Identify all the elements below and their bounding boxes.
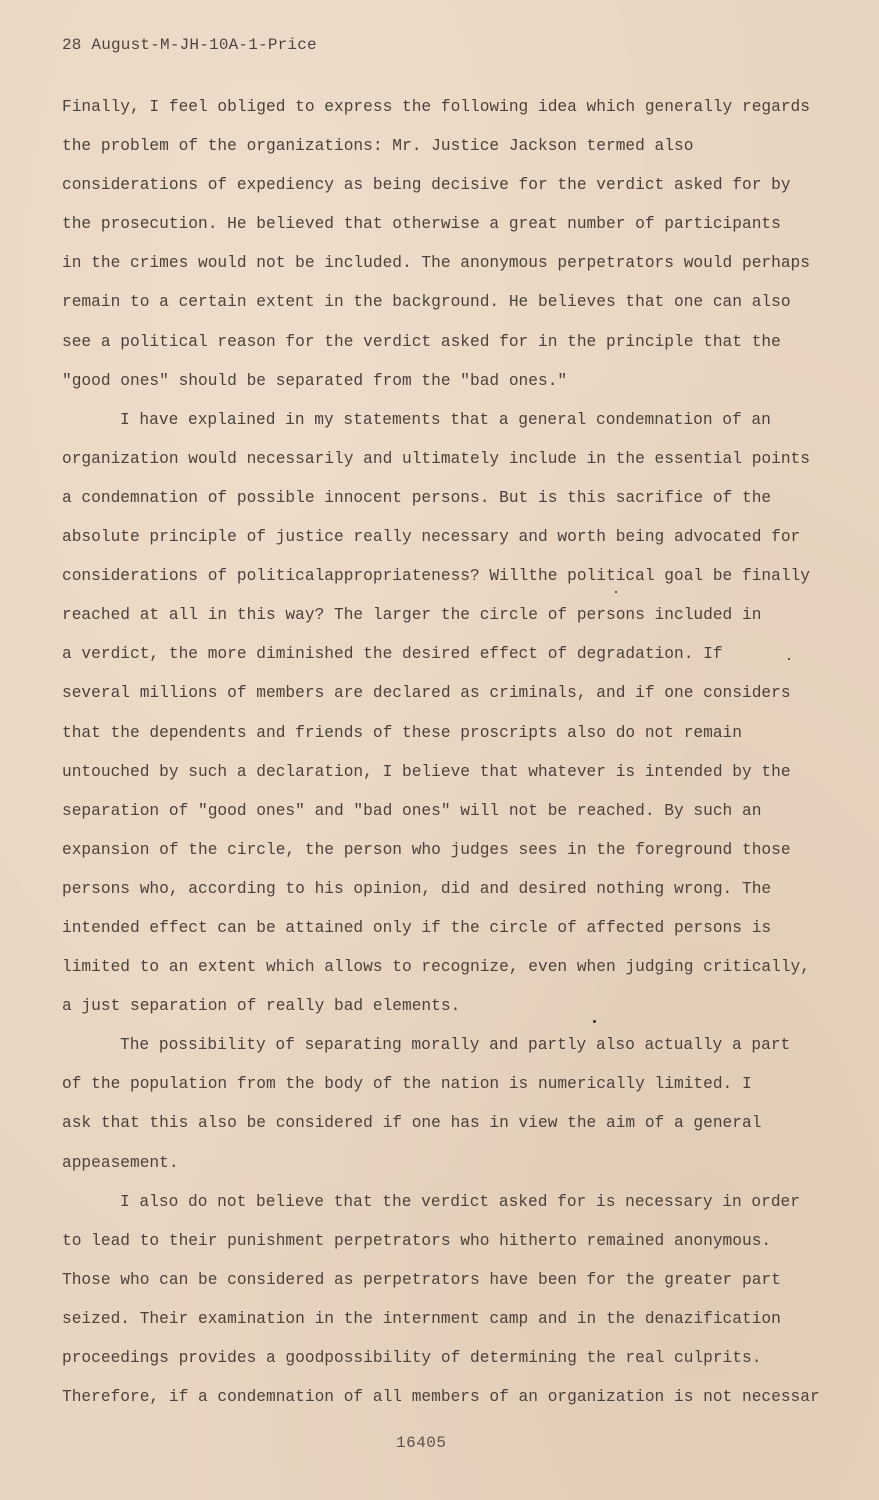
text-line: seized. Their examination in the internment camp and in the denazification: [62, 1309, 781, 1328]
body-text: [62, 94, 842, 1423]
text-line: intended effect can be attained only if the circle of affected persons is: [62, 918, 772, 937]
text-line: considerations of politicalappropriateness? Willthe political goal be finally: [62, 567, 810, 586]
paper-speck: [615, 591, 617, 593]
page-number: 16405: [396, 1434, 447, 1452]
text-line: separation of "good ones" and "bad ones" will not be reached. By such an: [62, 801, 762, 820]
text-line: ask that this also be considered if one has in view the aim of a general: [62, 1114, 762, 1133]
text-line: "good ones" should be separated from the "bad ones.": [62, 371, 568, 390]
text-line: that the dependents and friends of these proscripts also do not remain: [62, 723, 742, 742]
text-line: to lead to their punishment perpetrators who hitherto remained anonymous.: [62, 1231, 772, 1250]
text-line: absolute principle of justice really necessary and worth being advocated for: [62, 528, 801, 547]
text-line: Therefore, if a condemnation of all members of an organization is not necessar: [62, 1388, 820, 1407]
text-line: Finally, I feel obliged to express the following idea which generally regards: [62, 98, 810, 116]
text-line: remain to a certain extent in the background. He believes that one can also: [62, 293, 791, 312]
text-line: a verdict, the more diminished the desired effect of degradation. If: [62, 645, 723, 664]
text-line: proceedings provides a goodpossibility of determining the real culprits.: [62, 1349, 762, 1367]
text-line: the prosecution. He believed that otherwise a great number of participants: [62, 215, 781, 234]
page-header: 28 August-M-JH-10A-1-Price: [62, 36, 317, 54]
paper-speck: [788, 658, 790, 660]
text-line: organization would necessarily and ultimately include in the essential points: [62, 449, 810, 468]
text-line: reached at all in this way? The larger the circle of persons included in: [62, 606, 762, 625]
text-line: appeasement.: [62, 1153, 179, 1172]
text-line: a condemnation of possible innocent persons. But is this sacrifice of the: [62, 488, 772, 507]
paper-speck: [593, 1020, 596, 1023]
text-line: persons who, according to his opinion, did and desired nothing wrong. The: [62, 879, 772, 898]
text-line: of the population from the body of the nation is numerically limited. I: [62, 1075, 752, 1094]
text-line: limited to an extent which allows to recognize, even when judging critically,: [62, 958, 810, 977]
text-line: a just separation of really bad elements.: [62, 997, 461, 1016]
text-line: I have explained in my statements that a general condemnation of an: [120, 410, 771, 429]
text-line: The possibility of separating morally and partly also actually a part: [120, 1036, 791, 1055]
text-line: untouched by such a declaration, I believe that whatever is intended by the: [62, 762, 791, 781]
text-line: Those who can be considered as perpetrators have been for the greater part: [62, 1270, 781, 1289]
text-line: expansion of the circle, the person who judges sees in the foreground those: [62, 840, 791, 859]
text-line: considerations of expediency as being decisive for the verdict asked for by: [62, 176, 791, 195]
text-line: the problem of the organizations: Mr. Justice Jackson termed also: [62, 137, 694, 156]
text-line: in the crimes would not be included. The anonymous perpetrators would perhaps: [62, 254, 810, 273]
text-line: see a political reason for the verdict asked for in the principle that the: [62, 332, 781, 351]
text-line: I also do not believe that the verdict asked for is necessary in order: [120, 1192, 800, 1211]
text-line: several millions of members are declared as criminals, and if one considers: [62, 684, 791, 703]
